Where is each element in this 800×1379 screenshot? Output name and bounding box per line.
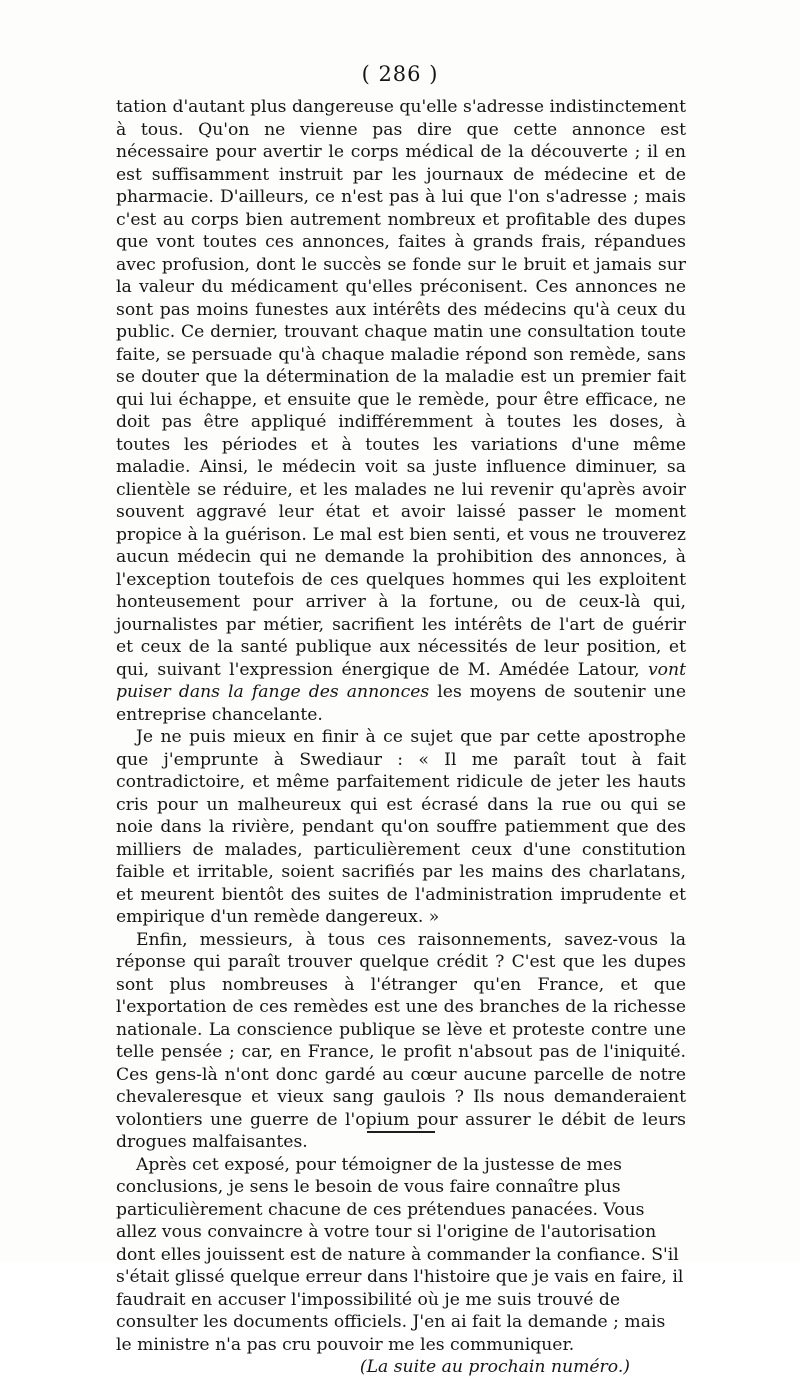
paragraph-2: Je ne puis mieux en finir à ce sujet que par cette apostrophe que j'emprunte à Swediaur : « Il me paraît tout à fait contradictoire, et même parfaitement ridicule de jeter les hauts cris pour un malheureux qui est écrasé dans la rue ou qui se noie dans la rivière, pendant qu'on souffre patiemment que des milliers de malades, particulièrement ceux d'une constitution faible et irritable, soient sacrifiés par les mains des charlatans, et meurent bientôt des suites de l'administration imprudente et empirique d'un remède dangereux. »	[116, 727, 686, 927]
paragraph-1-text: tation d'autant plus dangereuse qu'elle s'adresse indistinctement à tous. Qu'on ne vienne pas dire que cette annonce est nécessaire pour avertir le corps médical de la découverte ; il en est suffisamment instruit par les journaux de médecine et de pharmacie. D'ailleurs, ce n'est pas à lui que l'on s'adresse ; mais c'est au corps bien autrement nombreux et profitable des dupes que vont toutes ces annonces, faites à grands frais, répandues avec profusion, dont le succès se fonde sur le bruit et jamais sur la valeur du médicament qu'elles préconisent. Ces annonces ne sont pas moins funestes aux intérêts des médecins qu'à ceux du public. Ce dernier, trouvant chaque matin une consultation toute faite, se persuade qu'à chaque maladie répond son remède, sans se douter que la détermination de la maladie est un premier fait qui lui échappe, et ensuite que le remède, pour être efficace, ne doit pas être appliqué indifféremment à toutes les doses, à toutes les périodes et à toutes les variations d'une même maladie. Ainsi, le médecin voit sa juste influence diminuer, sa clientèle se réduire, et les malades ne lui revenir qu'après avoir souvent aggravé leur état et avoir laissé passer le moment propice à la guérison. Le mal est bien senti, et vous ne trouverez aucun médecin qui ne demande la prohibition des annonces, à l'exception toutefois de ces quelques hommes qui les exploitent honteusement pour arriver à la fortune, ou de ceux-là qui, journalistes par métier, sacrifient les intérêts de l'art de guérir et ceux de la santé publique aux nécessités de leur position, et qui, suivant l'expression énergique de M. Amédée Latour,	[116, 97, 686, 680]
paragraph-4	[116, 1154, 686, 1377]
italic-quote: vont puiser dans la fange des annonces	[116, 659, 686, 702]
paragraph-1-end: les moyens de soutenir une entreprise chancelante.	[116, 682, 686, 725]
paragraph-1	[116, 96, 686, 726]
body-text	[116, 96, 686, 1379]
page-number: ( 286 )	[361, 62, 439, 86]
continuation-note: (La suite au prochain numéro.)	[359, 1357, 630, 1377]
end-rule	[367, 1131, 435, 1133]
paragraph-4-text: Après cet exposé, pour témoigner de la justesse de mes conclusions, je sens le besoin de vous faire connaître plus particulièrement chacune de ces prétendues panacées. Vous allez vous convaincre à votre tour si l'origine de l'autorisation dont elles jouissent est de nature à commander la confiance. S'il s'était glissé quelque erreur dans l'histoire que je vais en faire, il faudrait en accuser l'impossibilité où je me suis trouvé de consulter les documents officiels. J'en ai fait la demande ; mais le ministre n'a pas cru pouvoir me les communiquer.	[116, 1154, 684, 1355]
paragraph-3: Enfin, messieurs, à tous ces raisonnements, savez-vous la réponse qui paraît trouver quelque crédit ? C'est que les dupes sont plus nombreuses à l'étranger qu'en France, et que l'exportation de ces remèdes est une des branches de la richesse nationale. La conscience publique se lève et proteste contre une telle pensée ; car, en France, le profit n'absout pas de l'iniquité. Ces gens-là n'ont donc gardé au cœur aucune parcelle de notre chevaleresque et vieux sang gaulois ? Ils nous demanderaient volontiers une guerre de l'opium pour assurer le débit de leurs drogues malfaisantes.	[116, 929, 686, 1152]
